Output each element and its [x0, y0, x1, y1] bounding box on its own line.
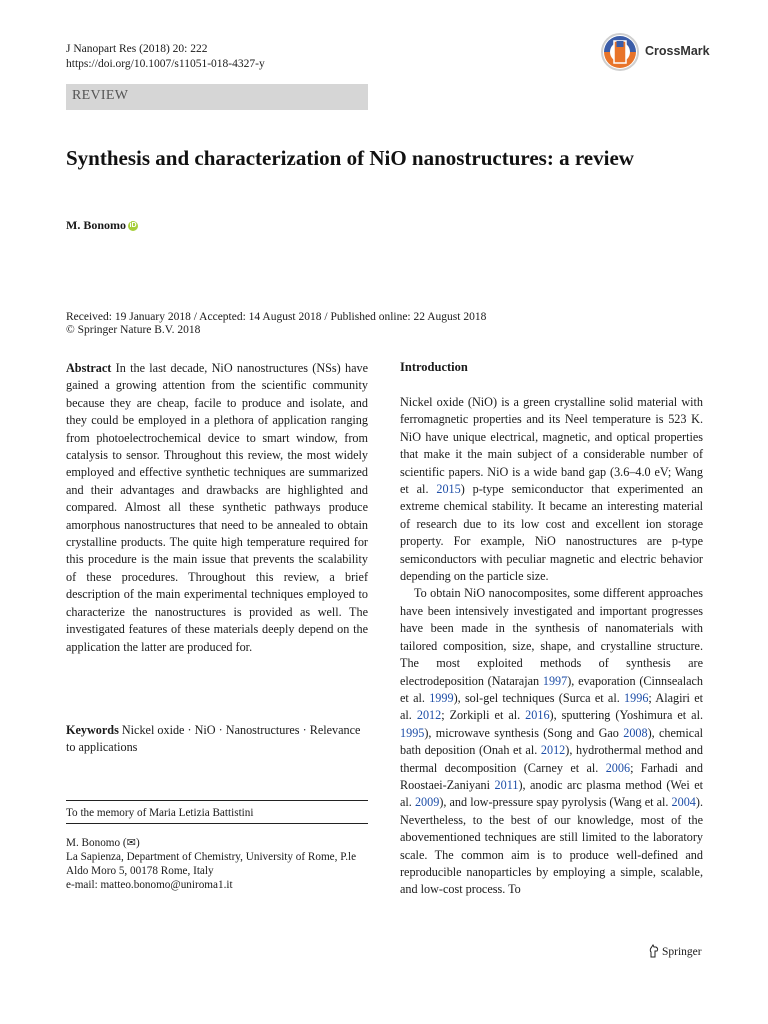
section-heading-introduction: Introduction [400, 360, 468, 374]
orcid-icon[interactable]: iD [129, 222, 137, 230]
springer-horse-icon [648, 944, 660, 958]
citation-link[interactable]: 2011 [494, 777, 519, 792]
footnote-rule-bottom [66, 823, 368, 824]
citation-link[interactable]: 2012 [416, 708, 442, 723]
dedication-note: To the memory of Maria Letizia Battistini [66, 807, 254, 819]
intro-paragraph-1: Nickel oxide (NiO) is a green crystalline solid material with ferromagnetic properties and its Neel temperature is 523 K. NiO have unique electrical, magnetic, and optical properties that make it the main subject of a considerable number of scientific papers. NiO is a wide band gap (3.6–4.0 eV; Wang et al. 2015) p-type semiconductor that experimented an extreme chemical stability. It became an interesting material of research due to its low cost and excellent ion storage property. For example, NiO nanostructures are p-type semiconductors with peculiar magnetic and electric behavior depending on the particle size. [400, 395, 704, 584]
keywords-block [66, 722, 368, 757]
section-label: REVIEW [72, 88, 129, 103]
journal-citation: J Nanopart Res (2018) 20: 222 [66, 43, 208, 55]
citation-link[interactable]: 2012 [540, 743, 566, 758]
crossmark-badge[interactable] [600, 32, 710, 72]
publisher-logo [648, 944, 702, 958]
intro-paragraph-2: To obtain NiO nanocomposites, some different approaches have been intensively investigated and important progresses have been made in the synthesis of nanomaterials with tailored composition, size, shape, and crystalline structure. The most exploited methods of synthesis are electrodeposition (Natarajan 1997), evaporation (Cinnsealach et al. 1999), sol-gel techniques (Surca et al. 1996; Alagiri et al. 2012; Zorkipli et al. 2016), sputtering (Yoshimura et al. 1995), microwave synthesis (Song and Gao 2008), chemical bath deposition (Onah et al. 2012), hydrothermal method and thermal decomposition (Carney et al. 2006; Farhadi and Roostaei-Zaniyani 2011), anodic arc plasma method (Wei et al. 2009), and low-pressure spay pyrolysis (Wang et al. 2004). Nevertheless, to the best of our knowledge, most of the abovementioned techniques are still limited to the laboratory scale. The common aim is to produce well-defined and reproducible nanoparticles by employing a simple, scalable, and low-cost process. To [400, 586, 704, 897]
section-banner [66, 84, 368, 110]
citation-link[interactable]: 1996 [624, 690, 649, 705]
author-name[interactable]: M. Bonomo [66, 218, 126, 232]
author-affiliation [66, 836, 386, 892]
affiliation-line-2: Aldo Moro 5, 00178 Rome, Italy [66, 865, 214, 877]
citation-link[interactable]: 2016 [525, 708, 550, 723]
doi-link[interactable]: https://doi.org/10.1007/s11051-018-4327-y [66, 58, 265, 70]
citation-link[interactable]: 2015 [436, 482, 461, 497]
abstract-label: Abstract [66, 361, 112, 375]
affiliation-line-1: La Sapienza, Department of Chemistry, University of Rome, P.le [66, 851, 357, 863]
citation-link[interactable]: 2008 [623, 725, 648, 740]
citation-link[interactable]: 2009 [414, 795, 440, 810]
corresponding-author: M. Bonomo (✉) [66, 837, 140, 849]
citation-link[interactable]: 2006 [605, 760, 631, 775]
abstract-block [66, 360, 368, 656]
citation-link[interactable]: 1997 [542, 673, 568, 688]
article-title: Synthesis and characterization of NiO nanostructures: a review [66, 146, 634, 170]
crossmark-label: CrossMark [645, 44, 710, 58]
abstract-text: In the last decade, NiO nanostructures (NSs) have gained a growing attention from the scientific community because they are cheap, facile to produce and isolate, and they could be employed in a plethora of application ranging from photoelectrochemical device to smart window, from catalysis to sensor. Throughout this review, the most widely employed and effective synthetic techniques are summarized and their advantages and drawbacks are highlighted and compared. Almost all these synthetic pathways produce amorphous nanostructures that need to be annealed to obtain crystalline products. The quite high temperature required for this procedure is the main issue that prevents the scalability of these procedures. Throughout this review, a brief description of the main experimental techniques employed to characterize the nanostructures is provided as well. The investigated features of these materials deeply depend on the application the latter are produced for. [66, 361, 368, 654]
crossmark-icon [600, 32, 640, 72]
citation-link[interactable]: 2004 [671, 795, 696, 810]
citation-link[interactable]: 1999 [429, 690, 454, 705]
copyright-notice: © Springer Nature B.V. 2018 [66, 324, 201, 336]
footnote-rule-top [66, 800, 368, 801]
author-line [66, 218, 138, 233]
citation-link[interactable]: 1995 [400, 725, 425, 740]
keywords-text: Nickel oxide · NiO · Nanostructures · Relevance to applications [66, 723, 361, 755]
publisher-name: Springer [662, 946, 702, 958]
keywords-label: Keywords [66, 723, 119, 737]
publication-dates: Received: 19 January 2018 / Accepted: 14 August 2018 / Published online: 22 August 2018 [66, 311, 487, 323]
introduction-body [400, 394, 703, 899]
author-email[interactable]: e-mail: matteo.bonomo@uniroma1.it [66, 879, 233, 891]
